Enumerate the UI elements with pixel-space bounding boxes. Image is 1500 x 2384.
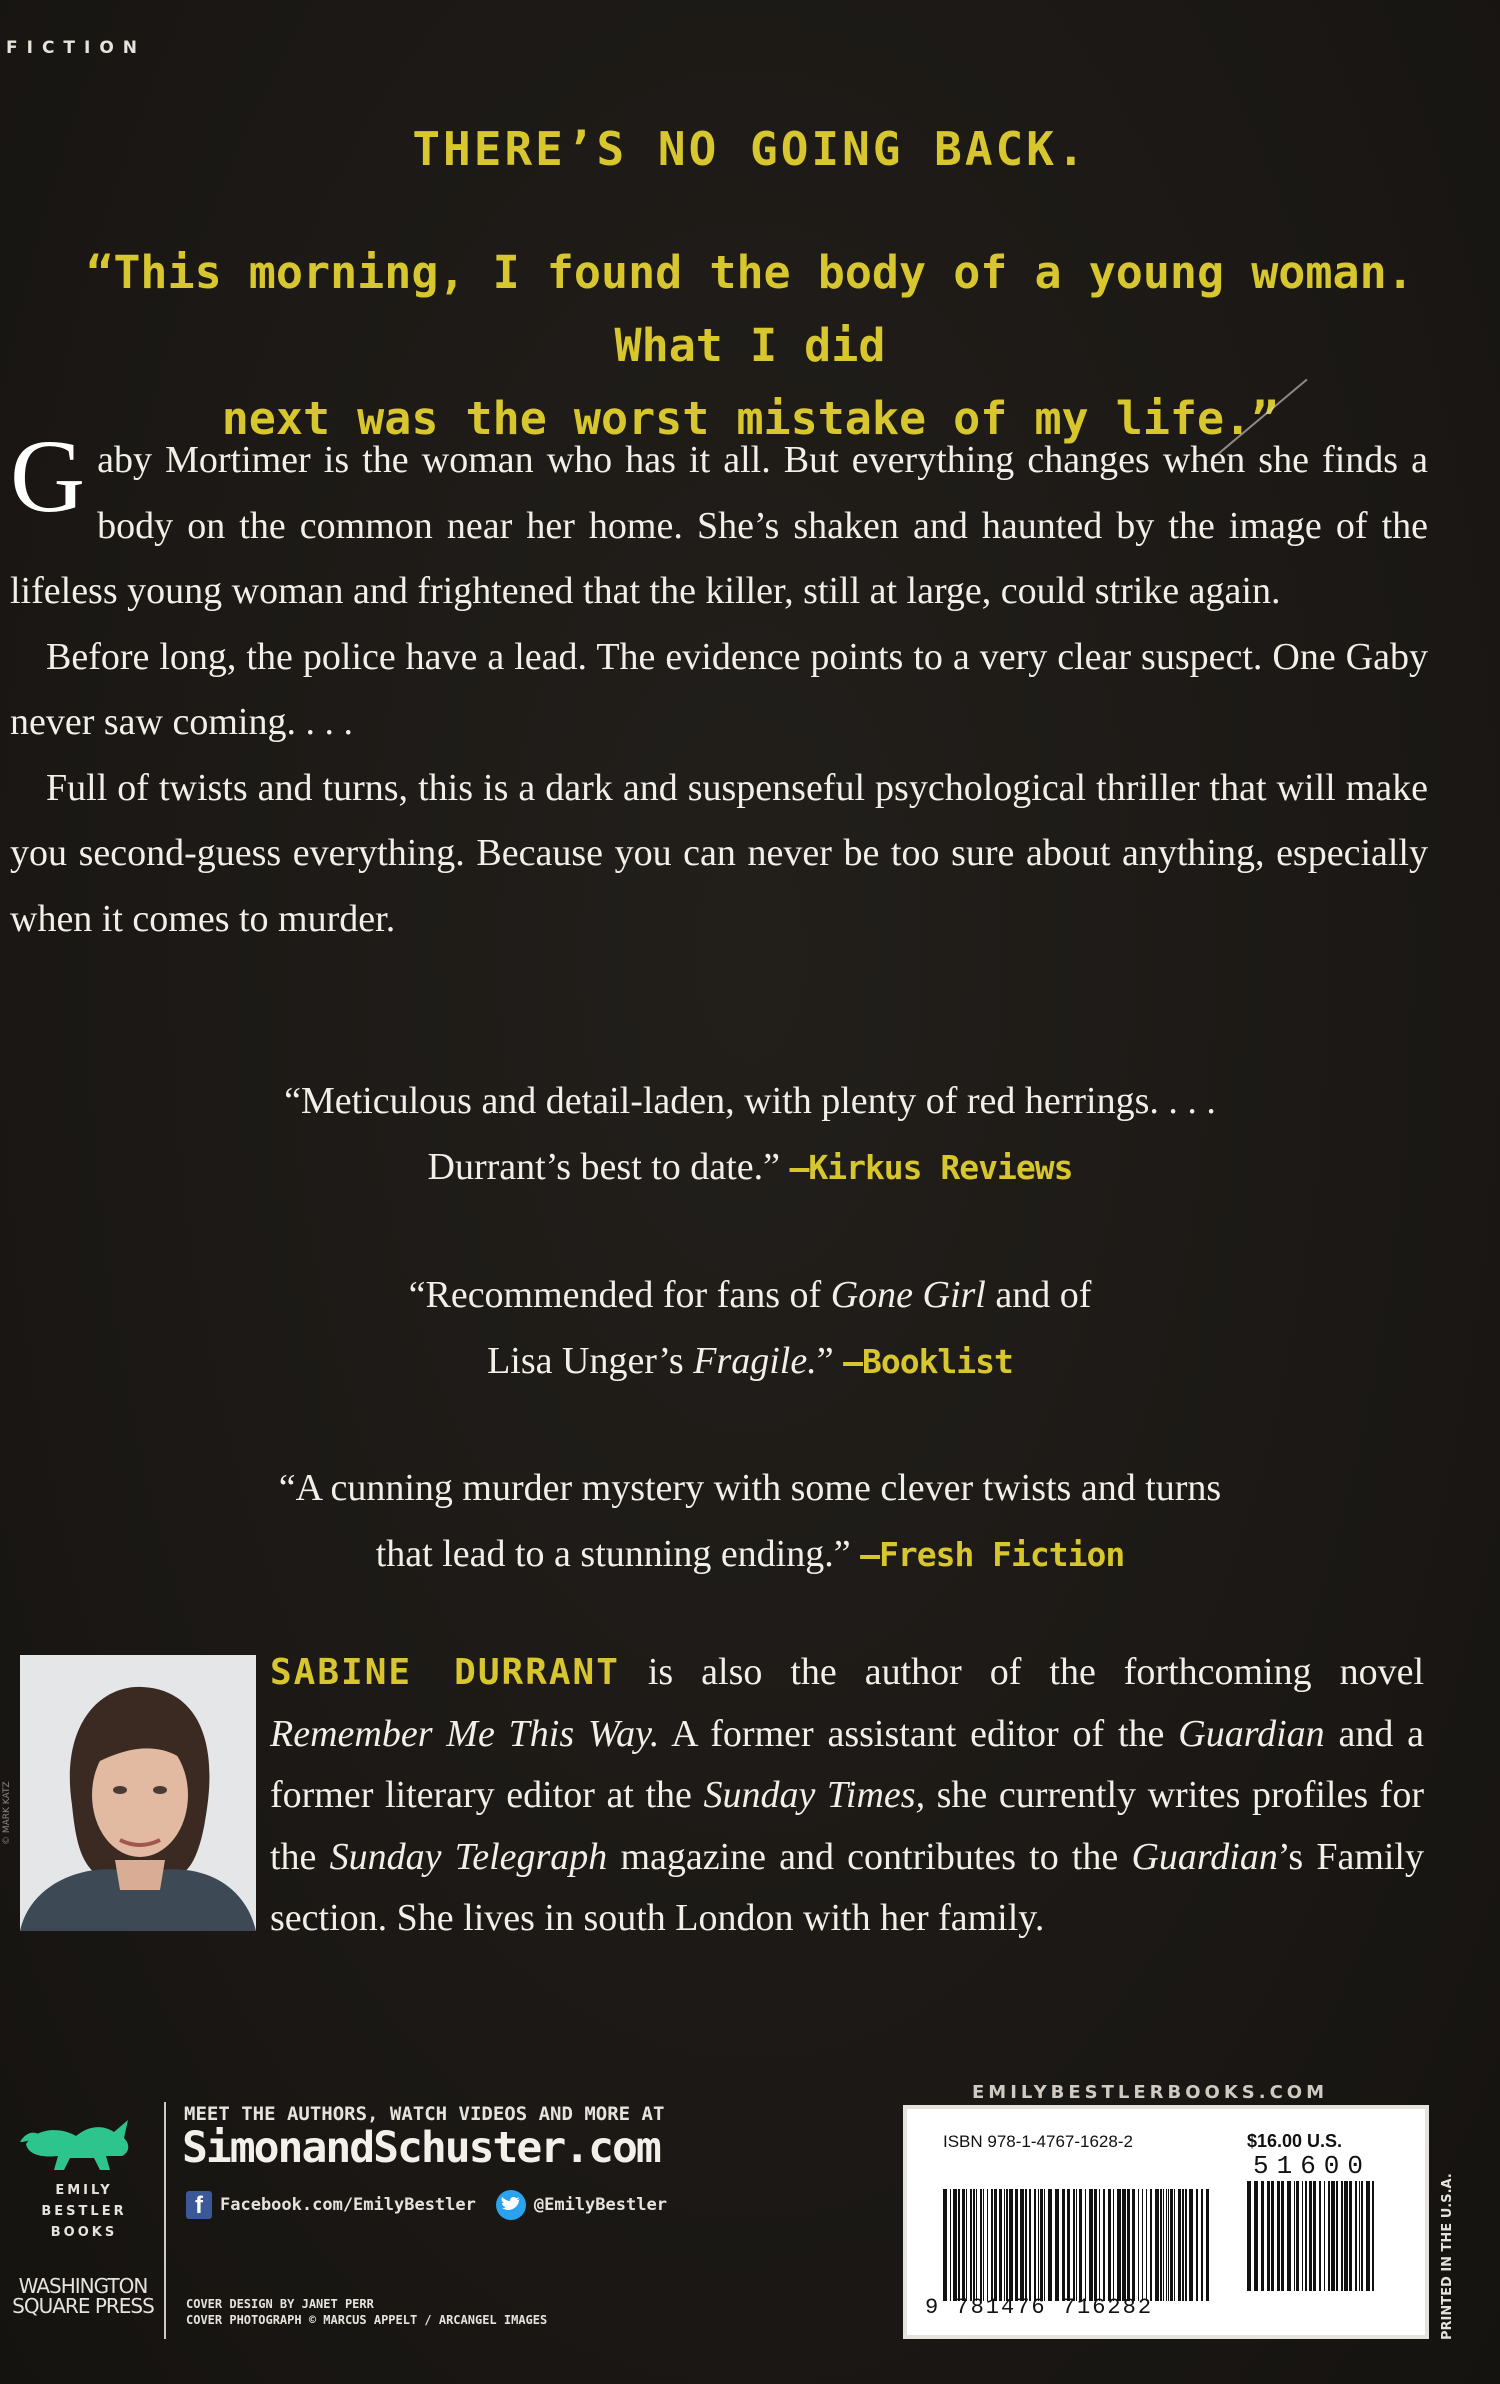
bio-publication: Sunday Telegraph [329, 1835, 608, 1878]
footer-divider [164, 2102, 166, 2339]
review-text: that lead to a stunning ending.” [375, 1533, 851, 1575]
review-text-line-2 [0, 1134, 1500, 1201]
bio-text: A former assistant editor of the [659, 1712, 1179, 1755]
price-text: $16.00 U.S. [1247, 2131, 1343, 2151]
review-source: —Booklist [843, 1342, 1013, 1381]
review-text-line-2 [0, 1521, 1500, 1588]
bio-text: magazine and contributes to the [607, 1835, 1132, 1878]
review-text-line-1 [0, 1262, 1500, 1328]
barcode-price-icon [1247, 2181, 1387, 2301]
publisher-domain: EMILYBESTLERBOOKS.COM [972, 2082, 1328, 2103]
review-text: Lisa Unger’s [487, 1340, 694, 1382]
headline: THERE’S NO GOING BACK. [412, 122, 1088, 176]
hook-line-2: next was the worst mistake of my life.” [221, 392, 1279, 445]
author-bio [270, 1642, 1424, 1950]
design-credit: COVER DESIGN BY JANET PERR [186, 2297, 374, 2311]
bio-book-title: Remember Me This Way. [270, 1712, 660, 1755]
synopsis-paragraph-1-text: aby Mortimer is the woman who has it all. But everything changes when she finds a body on the common near her home. She’s shaken and haunted by the image of the lifeless young woman and frightened that the killer, still at large, could strike again. [10, 439, 1428, 612]
social-links [186, 2191, 667, 2219]
bio-text: is also the author of the forthcoming novel [619, 1651, 1424, 1693]
author-portrait-illustration [20, 1655, 256, 1931]
review-text-line-2 [0, 1328, 1500, 1395]
hook-quote [40, 236, 1460, 455]
review-text: “Recommended for fans of [408, 1274, 831, 1316]
photo-credit: © MARK KATZ [2, 1781, 12, 1845]
cover-credits [186, 2296, 547, 2328]
synopsis-paragraph-3: Full of twists and turns, this is a dark and suspenseful psychological thriller that will make you second-guess everything. Because you can never be too sure about anything, especially when it comes to murder. [10, 766, 1428, 940]
printed-in-usa: PRINTED IN THE U.S.A. [1440, 2173, 1455, 2340]
bio-text: she currently writes profiles for the [270, 1774, 1424, 1878]
bio-text: and a former literary editor at the [270, 1712, 1425, 1816]
review-book-title: Gone Girl [830, 1274, 986, 1316]
publisher-name: EMILY BESTLER BOOKS [41, 2183, 127, 2240]
barcode-isbn-icon [943, 2189, 1223, 2301]
drop-cap: G [10, 419, 86, 534]
promo-text: MEET THE AUTHORS, WATCH VIDEOS AND MORE AT [184, 2103, 665, 2125]
author-photo [20, 1655, 256, 1931]
synopsis [10, 419, 1428, 952]
genre-label: FICTION [6, 38, 147, 58]
review-text: and of [985, 1274, 1092, 1316]
facebook-link[interactable]: Facebook.com/EmilyBestler [220, 2195, 476, 2215]
bio-publication: Guardian [1178, 1712, 1325, 1755]
imprint-name [8, 2276, 158, 2316]
synopsis-paragraph-2: Before long, the police have a lead. The evidence points to a very clear suspect. One Gaby never saw coming. . . . [10, 635, 1428, 743]
barcode-panel [903, 2105, 1429, 2339]
twitter-icon [496, 2190, 526, 2220]
imprint-line-1: WASHINGTON [18, 2274, 148, 2298]
fox-logo-icon [18, 2106, 138, 2176]
review-text: “Meticulous and detail-laden, with plenty of red herrings. . . . [284, 1080, 1216, 1122]
review-text: Durrant’s best to date.” [427, 1146, 780, 1188]
review-book-title: Fragile. [693, 1340, 817, 1382]
review-kirkus [0, 1068, 1500, 1201]
author-name: SABINE DURRANT [270, 1652, 620, 1693]
imprint-line-2: SQUARE PRESS [12, 2294, 154, 2318]
review-source: —Fresh Fiction [860, 1535, 1125, 1574]
review-fresh-fiction [0, 1455, 1500, 1588]
publisher-website-link[interactable]: SimonandSchuster.com [182, 2123, 660, 2173]
photo-credit-cover: COVER PHOTOGRAPH © MARCUS APPELT / ARCANGEL IMAGES [186, 2313, 548, 2327]
review-text: ” [816, 1340, 834, 1382]
review-text: “A cunning murder mystery with some clever twists and turns [278, 1467, 1222, 1509]
twitter-link[interactable]: @EmilyBestler [533, 2195, 667, 2215]
review-booklist [0, 1262, 1500, 1395]
hook-line-1: “This morning, I found the body of a young woman. What I did [86, 246, 1414, 372]
review-source: —Kirkus Reviews [789, 1148, 1073, 1187]
bio-text: ’s Family section. She lives in south London with her family. [270, 1835, 1424, 1939]
isbn-text: ISBN 978-1-4767-1628-2 [943, 2132, 1133, 2151]
bio-publication: Sunday Times, [703, 1774, 926, 1816]
facebook-icon: f [186, 2191, 212, 2219]
price-code: 51600 [1253, 2151, 1372, 2181]
barcode-digits: 9 781476 716282 [925, 2295, 1154, 2320]
bio-publication: Guardian [1131, 1835, 1278, 1878]
